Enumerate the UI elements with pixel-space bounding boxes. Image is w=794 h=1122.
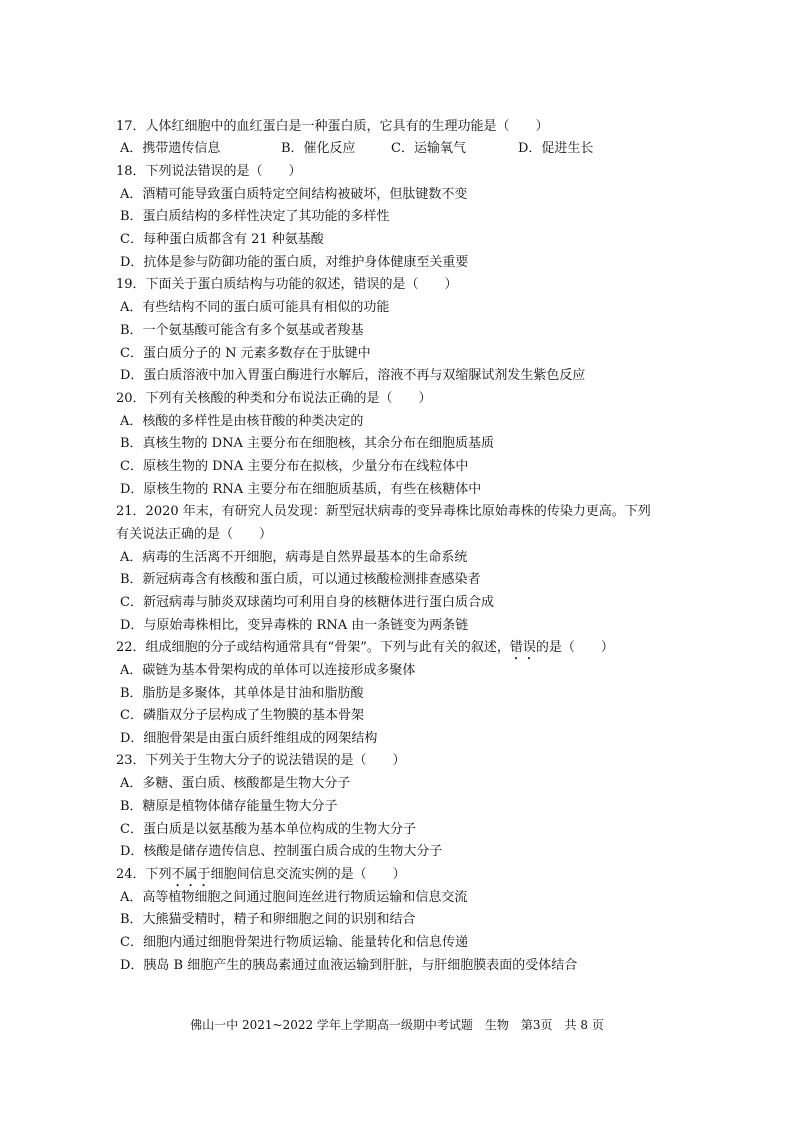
question-19-option-d: D．蛋白质溶液中加入胃蛋白酶进行水解后，溶液不再与双缩脲试剂发生紫色反应 <box>120 368 586 383</box>
question-19-option-c: C．蛋白质分子的 N 元素多数存在于肽键中 <box>120 346 371 361</box>
question-17-option-a: A．携带遗传信息 <box>120 141 221 156</box>
question-20-option-d: D．原核生物的 RNA 主要分布在细胞质基质，有些在核糖体中 <box>120 482 482 497</box>
question-22-option-a: A．碳链为基本骨架构成的单体可以连接形成多聚体 <box>120 663 416 678</box>
question-17-options <box>120 141 640 157</box>
question-20-option-a: A．核酸的多样性是由核苷酸的种类决定的 <box>120 414 364 429</box>
question-24-emphasis: 不属于 <box>171 867 211 882</box>
question-17-option-b: B．催化反应 <box>281 141 356 156</box>
question-24-stem-tail: 细胞间信息交流实例的是（ ） <box>210 867 406 882</box>
question-24-option-b: B．大熊猫受精时，精子和卵细胞之间的识别和结合 <box>120 912 416 927</box>
question-18-stem: 18．下列说法错误的是（ ） <box>116 164 302 179</box>
question-22-emphasis: 错误 <box>509 640 536 655</box>
page-footer: 佛山一中 2021~2022 学年上学期高一级期中考试题 生物 第3页 共 8 页 <box>190 1018 604 1032</box>
question-21-option-c: C．新冠病毒与肺炎双球菌均可利用自身的核糖体进行蛋白质合成 <box>120 595 494 610</box>
question-23-option-a: A．多糖、蛋白质、核酸都是生物大分子 <box>120 776 351 791</box>
question-22-stem <box>116 640 614 663</box>
question-18-option-b: B．蛋白质结构的多样性决定了其功能的多样性 <box>120 209 390 224</box>
question-23-option-d: D．核酸是储存遗传信息、控制蛋白质合成的生物大分子 <box>120 844 443 859</box>
question-21-option-b: B．新冠病毒含有核酸和蛋白质，可以通过核酸检测排查感染者 <box>120 572 481 587</box>
question-21-option-a: A．病毒的生活离不开细胞，病毒是自然界最基本的生命系统 <box>120 550 468 565</box>
question-19-option-a: A．有些结构不同的蛋白质可能具有相似的功能 <box>120 300 390 315</box>
question-21-stem-line2: 有关说法正确的是（ ） <box>116 527 273 542</box>
question-24-option-c: C．细胞内通过细胞骨架进行物质运输、能量转化和信息传递 <box>120 935 468 950</box>
question-22-stem-lead: 22．组成细胞的分子或结构通常具有“骨架”。下列与此有关的叙述， <box>116 640 510 655</box>
question-22-stem-tail: 的是（ ） <box>535 640 614 655</box>
question-22-option-d: D．细胞骨架是由蛋白质纤维组成的网架结构 <box>120 731 378 746</box>
question-21-option-d: D．与原始毒株相比，变异毒株的 RNA 由一条链变为两条链 <box>120 618 469 633</box>
question-21-stem-line1: 21．2020 年末，有研究人员发现：新型冠状病毒的变异毒株比原始毒株的传染力更高。下列 <box>116 504 651 519</box>
question-24-option-d: D．胰岛 B 细胞产生的胰岛素通过血液运输到肝脏，与肝细胞膜表面的受体结合 <box>120 958 578 973</box>
question-23-option-c: C．蛋白质是以氨基酸为基本单位构成的生物大分子 <box>120 822 416 837</box>
question-17-stem: 17．人体红细胞中的血红蛋白是一种蛋白质，它具有的生理功能是（ ） <box>116 119 549 134</box>
question-22-option-b: B．脂肪是多聚体，其单体是甘油和脂肪酸 <box>120 686 364 701</box>
question-19-stem: 19．下面关于蛋白质结构与功能的叙述，错误的是（ ） <box>116 277 458 292</box>
question-20-stem: 20．下列有关核酸的种类和分布说法正确的是（ ） <box>116 391 432 406</box>
question-20-option-c: C．原核生物的 DNA 主要分布在拟核，少量分布在线粒体中 <box>120 459 469 474</box>
question-20-option-b: B．真核生物的 DNA 主要分布在细胞核，其余分布在细胞质基质 <box>120 436 495 451</box>
question-18-option-a: A．酒精可能导致蛋白质特定空间结构被破坏，但肽键数不变 <box>120 187 468 202</box>
question-24-option-a: A．高等植物细胞之间通过胞间连丝进行物质运输和信息交流 <box>120 890 468 905</box>
question-24-stem-lead: 24．下列 <box>116 867 172 882</box>
question-23-stem: 23．下列关于生物大分子的说法错误的是（ ） <box>116 753 406 768</box>
question-22-option-c: C．磷脂双分子层构成了生物膜的基本骨架 <box>120 708 364 723</box>
question-24-stem <box>116 867 406 890</box>
question-23-option-b: B．糖原是植物体储存能量生物大分子 <box>120 799 338 814</box>
question-19-option-b: B．一个氨基酸可能含有多个氨基或者羧基 <box>120 323 364 338</box>
question-17-option-c: C．运输氧气 <box>391 141 466 156</box>
question-17-option-d: D．促进生长 <box>518 141 594 156</box>
question-18-option-d: D．抗体是参与防御功能的蛋白质，对维护身体健康至关重要 <box>120 255 469 270</box>
question-18-option-c: C．每种蛋白质都含有 21 种氨基酸 <box>120 232 324 247</box>
